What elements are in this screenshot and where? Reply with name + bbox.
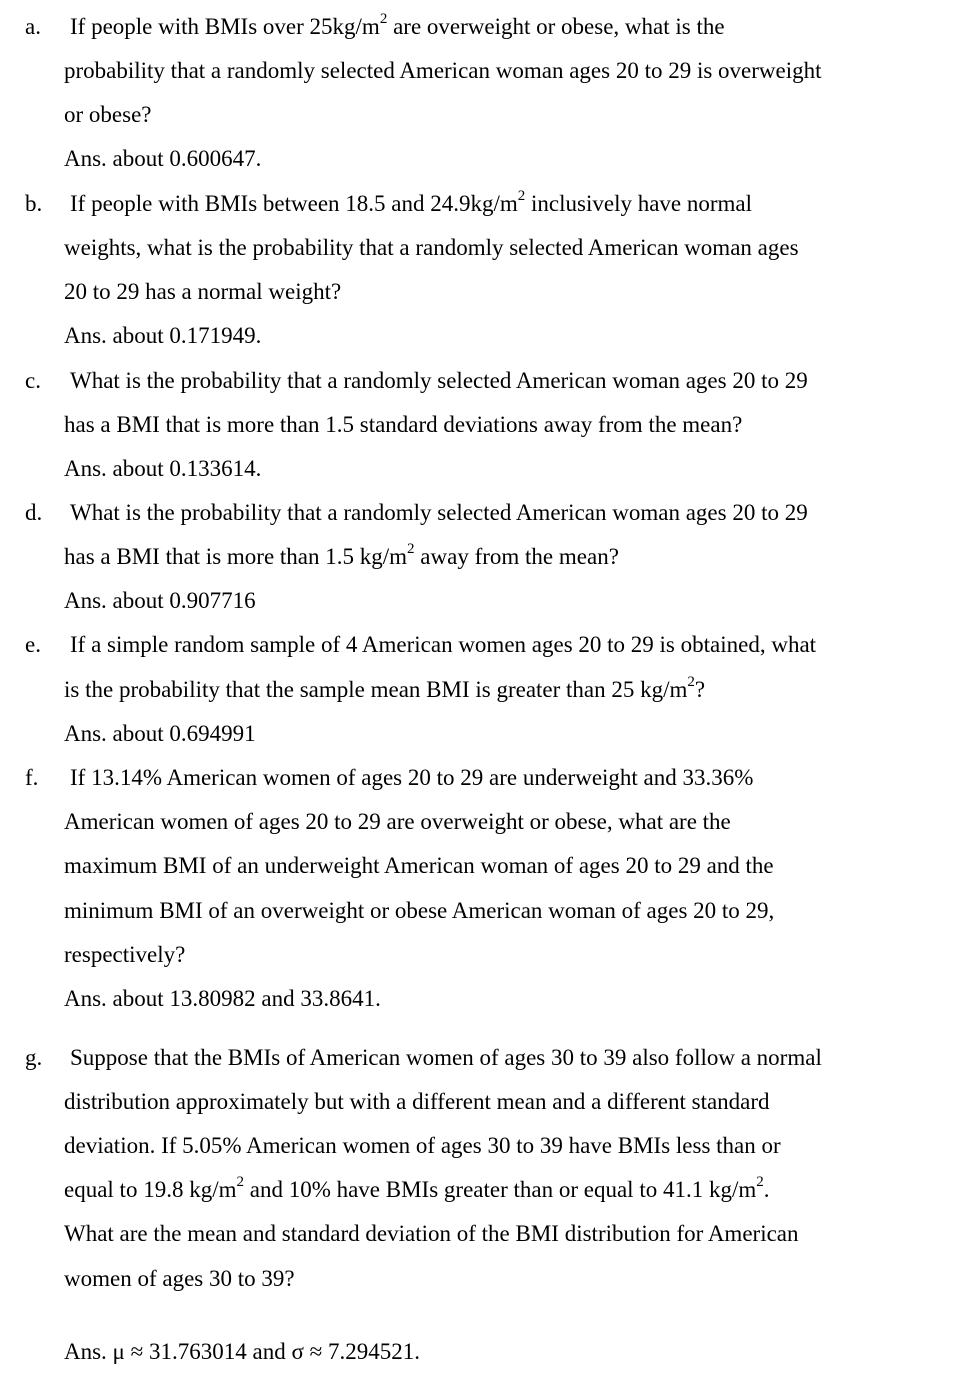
question-label: d. xyxy=(25,500,43,525)
question-label: f. xyxy=(25,765,39,790)
question-text-line: equal to 19.8 $kg/m^2$ and 10% have BMIs greater than or equal to 41.1 $kg/m^2$. xyxy=(64,1174,770,1202)
question-label: c. xyxy=(25,368,41,393)
question-text-line: If people with BMIs over $25kg/m^2$ are overweight or obese, what is the xyxy=(70,11,725,39)
question-text-line: deviation. If 5.05% American women of ages 30 to 39 have BMIs less than or xyxy=(64,1133,781,1158)
question-text-line: 20 to 29 has a normal weight? xyxy=(64,279,342,304)
question-text-line: probability that a randomly selected American woman ages 20 to 29 is overweight xyxy=(64,58,822,83)
question-text-line: respectively? xyxy=(64,942,186,967)
question-text-line: minimum BMI of an overweight or obese American woman of ages 20 to 29, xyxy=(64,898,775,923)
answer-text: Ans. about 0.133614. xyxy=(64,456,262,481)
answer-text: Ans. about 0.171949. xyxy=(64,323,262,348)
question-text-line: What is the probability that a randomly selected American woman ages 20 to 29 xyxy=(70,368,808,393)
question-label: g. xyxy=(25,1045,43,1070)
question-label: e. xyxy=(25,632,41,657)
question-text-line: If a simple random sample of 4 American women ages 20 to 29 is obtained, what xyxy=(70,632,817,657)
answer-text: Ans. about 13.80982 and 33.8641. xyxy=(64,986,381,1011)
question-text-line: American women of ages 20 to 29 are overweight or obese, what are the xyxy=(64,809,731,834)
question-text-line: is the probability that the sample mean BMI is greater than 25 $kg/m^2$? xyxy=(64,674,706,702)
answer-text: Ans. about 0.600647. xyxy=(64,146,262,171)
question-text-line: What is the probability that a randomly selected American woman ages 20 to 29 xyxy=(70,500,808,525)
question-text-line: or obese? xyxy=(64,102,152,127)
question-text-line: distribution approximately but with a different mean and a different standard xyxy=(64,1089,770,1114)
answer-text: Ans. about 0.907716 xyxy=(64,588,256,613)
answer-text: Ans. μ ≈ 31.763014 and σ ≈ 7.294521. xyxy=(64,1339,420,1364)
question-text-line: If 13.14% American women of ages 20 to 29 are underweight and 33.36% xyxy=(70,765,754,790)
question-label: a. xyxy=(25,14,41,39)
question-text-line: What are the mean and standard deviation of the BMI distribution for American xyxy=(64,1221,799,1246)
question-text-line: women of ages 30 to 39? xyxy=(64,1266,295,1291)
question-text-line: Suppose that the BMIs of American women of ages 30 to 39 also follow a normal xyxy=(70,1045,822,1070)
question-text-line: has a BMI that is more than 1.5 $kg/m^2$ away from the mean? xyxy=(64,541,619,569)
question-text-line: maximum BMI of an underweight American woman of ages 20 to 29 and the xyxy=(64,853,774,878)
question-label: b. xyxy=(25,191,43,216)
question-text-line: If people with BMIs between 18.5 and $24.9kg/m^2$ inclusively have normal xyxy=(70,188,753,216)
question-text-line: has a BMI that is more than 1.5 standard deviations away from the mean? xyxy=(64,412,743,437)
question-text-line: weights, what is the probability that a randomly selected American woman ages xyxy=(64,235,799,260)
answer-text: Ans. about 0.694991 xyxy=(64,721,256,746)
